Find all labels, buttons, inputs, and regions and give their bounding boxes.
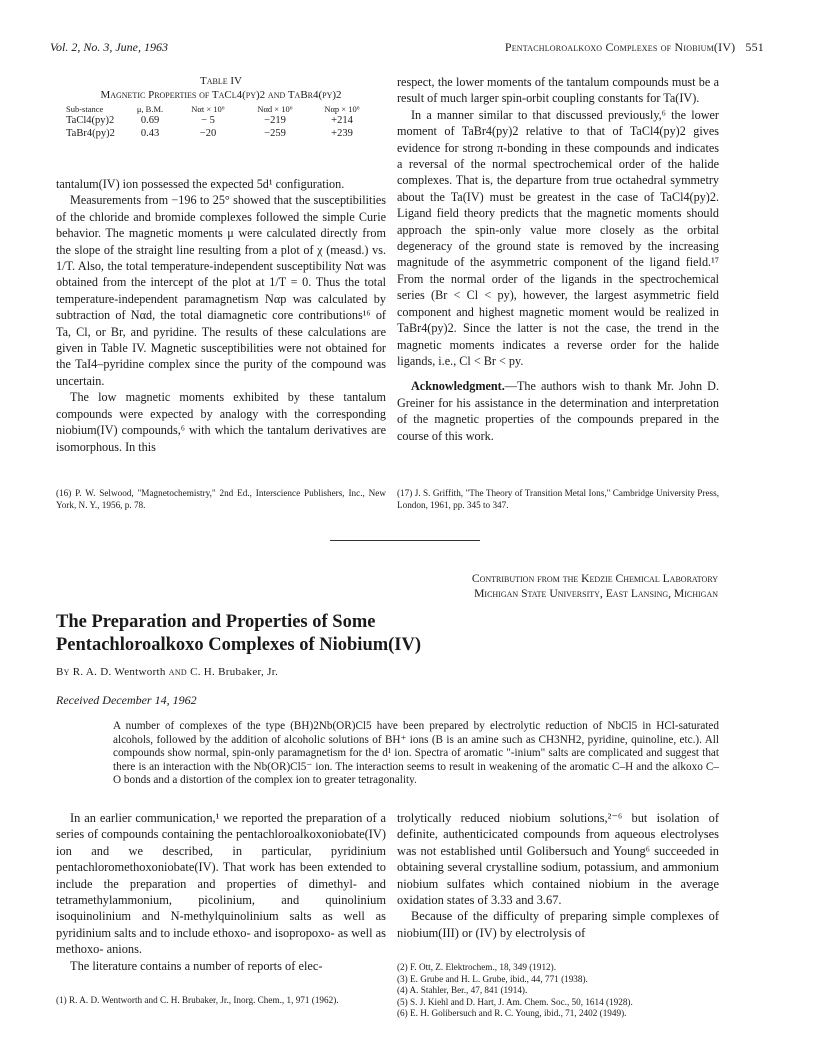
paragraph: Because of the difficulty of preparing simple complexes of niobium(III) or (IV) by electrolysis of [397,909,719,940]
acknowledgment-heading: Acknowledgment. [411,379,505,394]
contribution-affiliation [380,571,718,601]
footnote: (3) E. Grube and H. L. Grube, ibid., 44, 771 (1938). [397,973,588,984]
paragraph: trolytically reduced niobium solutions,²⁻⁶ but isolation of definite, authenticicated compounds from aqueous electrolyses was not established until Golibersuch and Young⁶ succeeded in obtaining several crystalline sodium, potassium, and ammonium niobium sulfates which contained niobium in the average oxidation states of 3.33 and 3.67. [397,811,719,908]
cell-substance: TaCl4(py)2 [66,115,115,126]
cell-mu: 0.43 [140,128,160,139]
author: C. H. Brubaker, Jr. [190,666,279,678]
byline-by: By [56,666,70,678]
title-line: Pentachloroalkoxo Complexes of Niobium(IV) [56,635,422,655]
table-caption: Magnetic Properties of TaCl4(py)2 and TaBr4(py)2 [100,89,342,101]
col-header-substance: Sub-stance [66,104,104,114]
paragraph: In a manner similar to that discussed previously,⁶ the lower moment of TaBr4(py)2 relative to that of TaCl4(py)2 gives evidence for strong π-bonding in these compounds and indicates a reversal of the normal spectrochemical order of the halide complexes. That is, the departure from true octahedral symmetry about the Ta(IV) must be greatest in the case of TaCl4(py)2. Ligand field theory predicts that the magnetic moments should approach the spin-only value more closely as the orbital degeneracy of the ground state is removed by the increasing magnitude of the asymmetric component of the ligand field.¹⁷ From the normal order of the ligands in the spectrochemical series (Br < Cl < py), however, the largest asymmetric field component and highest magnetic moment would be realized in TaBr4(py)2. Since the latter is not the case, the trend in the magnetic moments indicates a reverse order for the halide ligands, i.e., Cl < Br < py. [397,107,719,368]
byline [56,665,656,679]
body-left-column [56,810,386,974]
footnote-17: (17) J. S. Griffith, "The Theory of Transition Metal Ions," Cambridge University Press, London, 1961, pp. 345 to 347. [397,488,719,510]
cell-nap: +214 [331,115,353,126]
footnote: (6) E. H. Golibersuch and R. C. Young, ibid., 71, 2402 (1949). [397,1008,627,1018]
footnote: (2) F. Ott, Z. Elektrochem., 18, 349 (1912). [397,962,556,972]
cell-nad: −259 [264,128,286,139]
col-header-mu: μ, B.M. [136,104,164,114]
cell-nap: +239 [331,128,353,139]
section-divider [330,540,480,541]
cell-nat: −20 [199,128,217,139]
paragraph: Measurements from −196 to 25° showed that the susceptibilities of the chloride and bromide complexes followed the simple Curie behavior. The magnetic moments μ were calculated directly from the slope of the straight line resulting from a plot of χ (measd.) vs. 1/T. Also, the total temperature-independent susceptibility Nαt was obtained from the intercept of the plot at 1/T = 0. Thus the total temperature-independent paramagnetism Nαp was calculated by subtraction of Nαd, the total diamagnetic core contributions¹⁶ of Ta, Cl, or Br, and pyridine. The results of these calculations are given in Table IV. Magnetic susceptibilities were not obtained for the TaI4–pyridine complex since the purity of the compound was uncertain. [56,193,386,388]
author: R. A. D. Wentworth [72,666,166,678]
paragraph: tantalum(IV) ion possessed the expected 5d¹ configuration. [56,177,345,191]
left-column-text [56,176,386,455]
article-title [56,611,656,657]
byline-and: and [168,666,187,678]
footnote: (5) S. J. Kiehl and D. Hart, J. Am. Chem. Soc., 50, 1614 (1928). [397,996,633,1007]
paragraph: In an earlier communication,¹ we reported the preparation of a series of compounds containing the pentachloroalkoxoniobate(IV) ion and we described, in particular, pyridinium pentachloromethoxoniobate(IV). That work has been extended to include the preparation and properties of dimethyl- and tetramethylammonium, picolinium, and quinolinium isoquinolinium and N-methylquinolinium salts as well as pyridinium salts and to include ethoxo- and isopropoxo- as well as methoxo- anions. [56,811,386,957]
magnetic-properties-table [62,104,374,140]
footnote: (4) A. Stahler, Ber., 47, 841 (1914). [397,985,528,995]
running-head-right [505,40,764,54]
page-number: 551 [745,40,764,54]
col-header-nad: Nαd × 10⁶ [257,104,293,114]
abstract: A number of complexes of the type (BH)2Nb(OR)Cl5 have been prepared by electrolytic reduction of NbCl5 in HCl-saturated alcohols, followed by the addition of alcoholic solutions of BH⁺ ions (B is an amine such as CH3NH2, pyridine, quinoline, etc.). All compounds show normal, spin-only paramagnetism for the d¹ ion. Spectra of aromatic "-inium" salts are complicated and suggest that there is an interaction with the Nb(OR)Cl5⁻ ion. The interaction seems to result in weakening of the aromatic C–H and the alkoxo C–O bonds and a distortion of the complex ion to greater tetragonality. [113,720,719,787]
contribution-line: Contribution from the Kedzie Chemical Laboratory [471,572,718,585]
paragraph: The low magnetic moments exhibited by these tantalum compounds were expected by analogy with the corresponding niobium(IV) compounds,⁶ with which the tantalum derivatives are isomorphous. In this [56,390,386,454]
col-header-nap: Nαp × 10⁶ [324,104,360,114]
right-column-text [397,74,719,444]
footnotes-2-6 [397,962,719,1020]
running-head-title: Pentachloroalkoxo Complexes of Niobium(IV) [504,40,736,54]
acknowledgment-body: —The authors wish to thank Mr. John D. Greiner for his assistance in the determination and interpretation of the magnetic properties of the compounds prepared in the course of this work. [397,379,719,443]
table-iv [56,74,386,140]
acknowledgment-paragraph [397,378,719,444]
paragraph: respect, the lower moments of the tantalum compounds must be a result of much larger spin-orbit coupling constants for Ta(IV). [397,75,719,106]
footnote-16: (16) P. W. Selwood, "Magnetochemistry," 2nd Ed., Interscience Publishers, Inc., New York, N. Y., 1956, p. 78. [56,488,386,510]
received-date: Received December 14, 1962 [56,693,197,707]
footnote-1: (1) R. A. D. Wentworth and C. H. Brubaker, Jr., Inorg. Chem., 1, 971 (1962). [56,995,339,1005]
table-row [62,127,374,140]
col-header-nat: Nαt × 10⁶ [191,104,225,114]
cell-mu: 0.69 [140,115,160,126]
cell-nad: −219 [264,115,286,126]
cell-nat: − 5 [201,115,215,126]
cell-substance: TaBr4(py)2 [66,128,115,139]
title-line: The Preparation and Properties of Some [56,612,376,632]
contribution-line: Michigan State University, East Lansing, Michigan [474,587,718,600]
table-row [62,114,374,127]
running-head-left: Vol. 2, No. 3, June, 1963 [50,40,168,54]
body-right-column [397,810,719,941]
table-label: Table IV [200,75,242,87]
paragraph: The literature contains a number of reports of elec- [70,958,323,973]
